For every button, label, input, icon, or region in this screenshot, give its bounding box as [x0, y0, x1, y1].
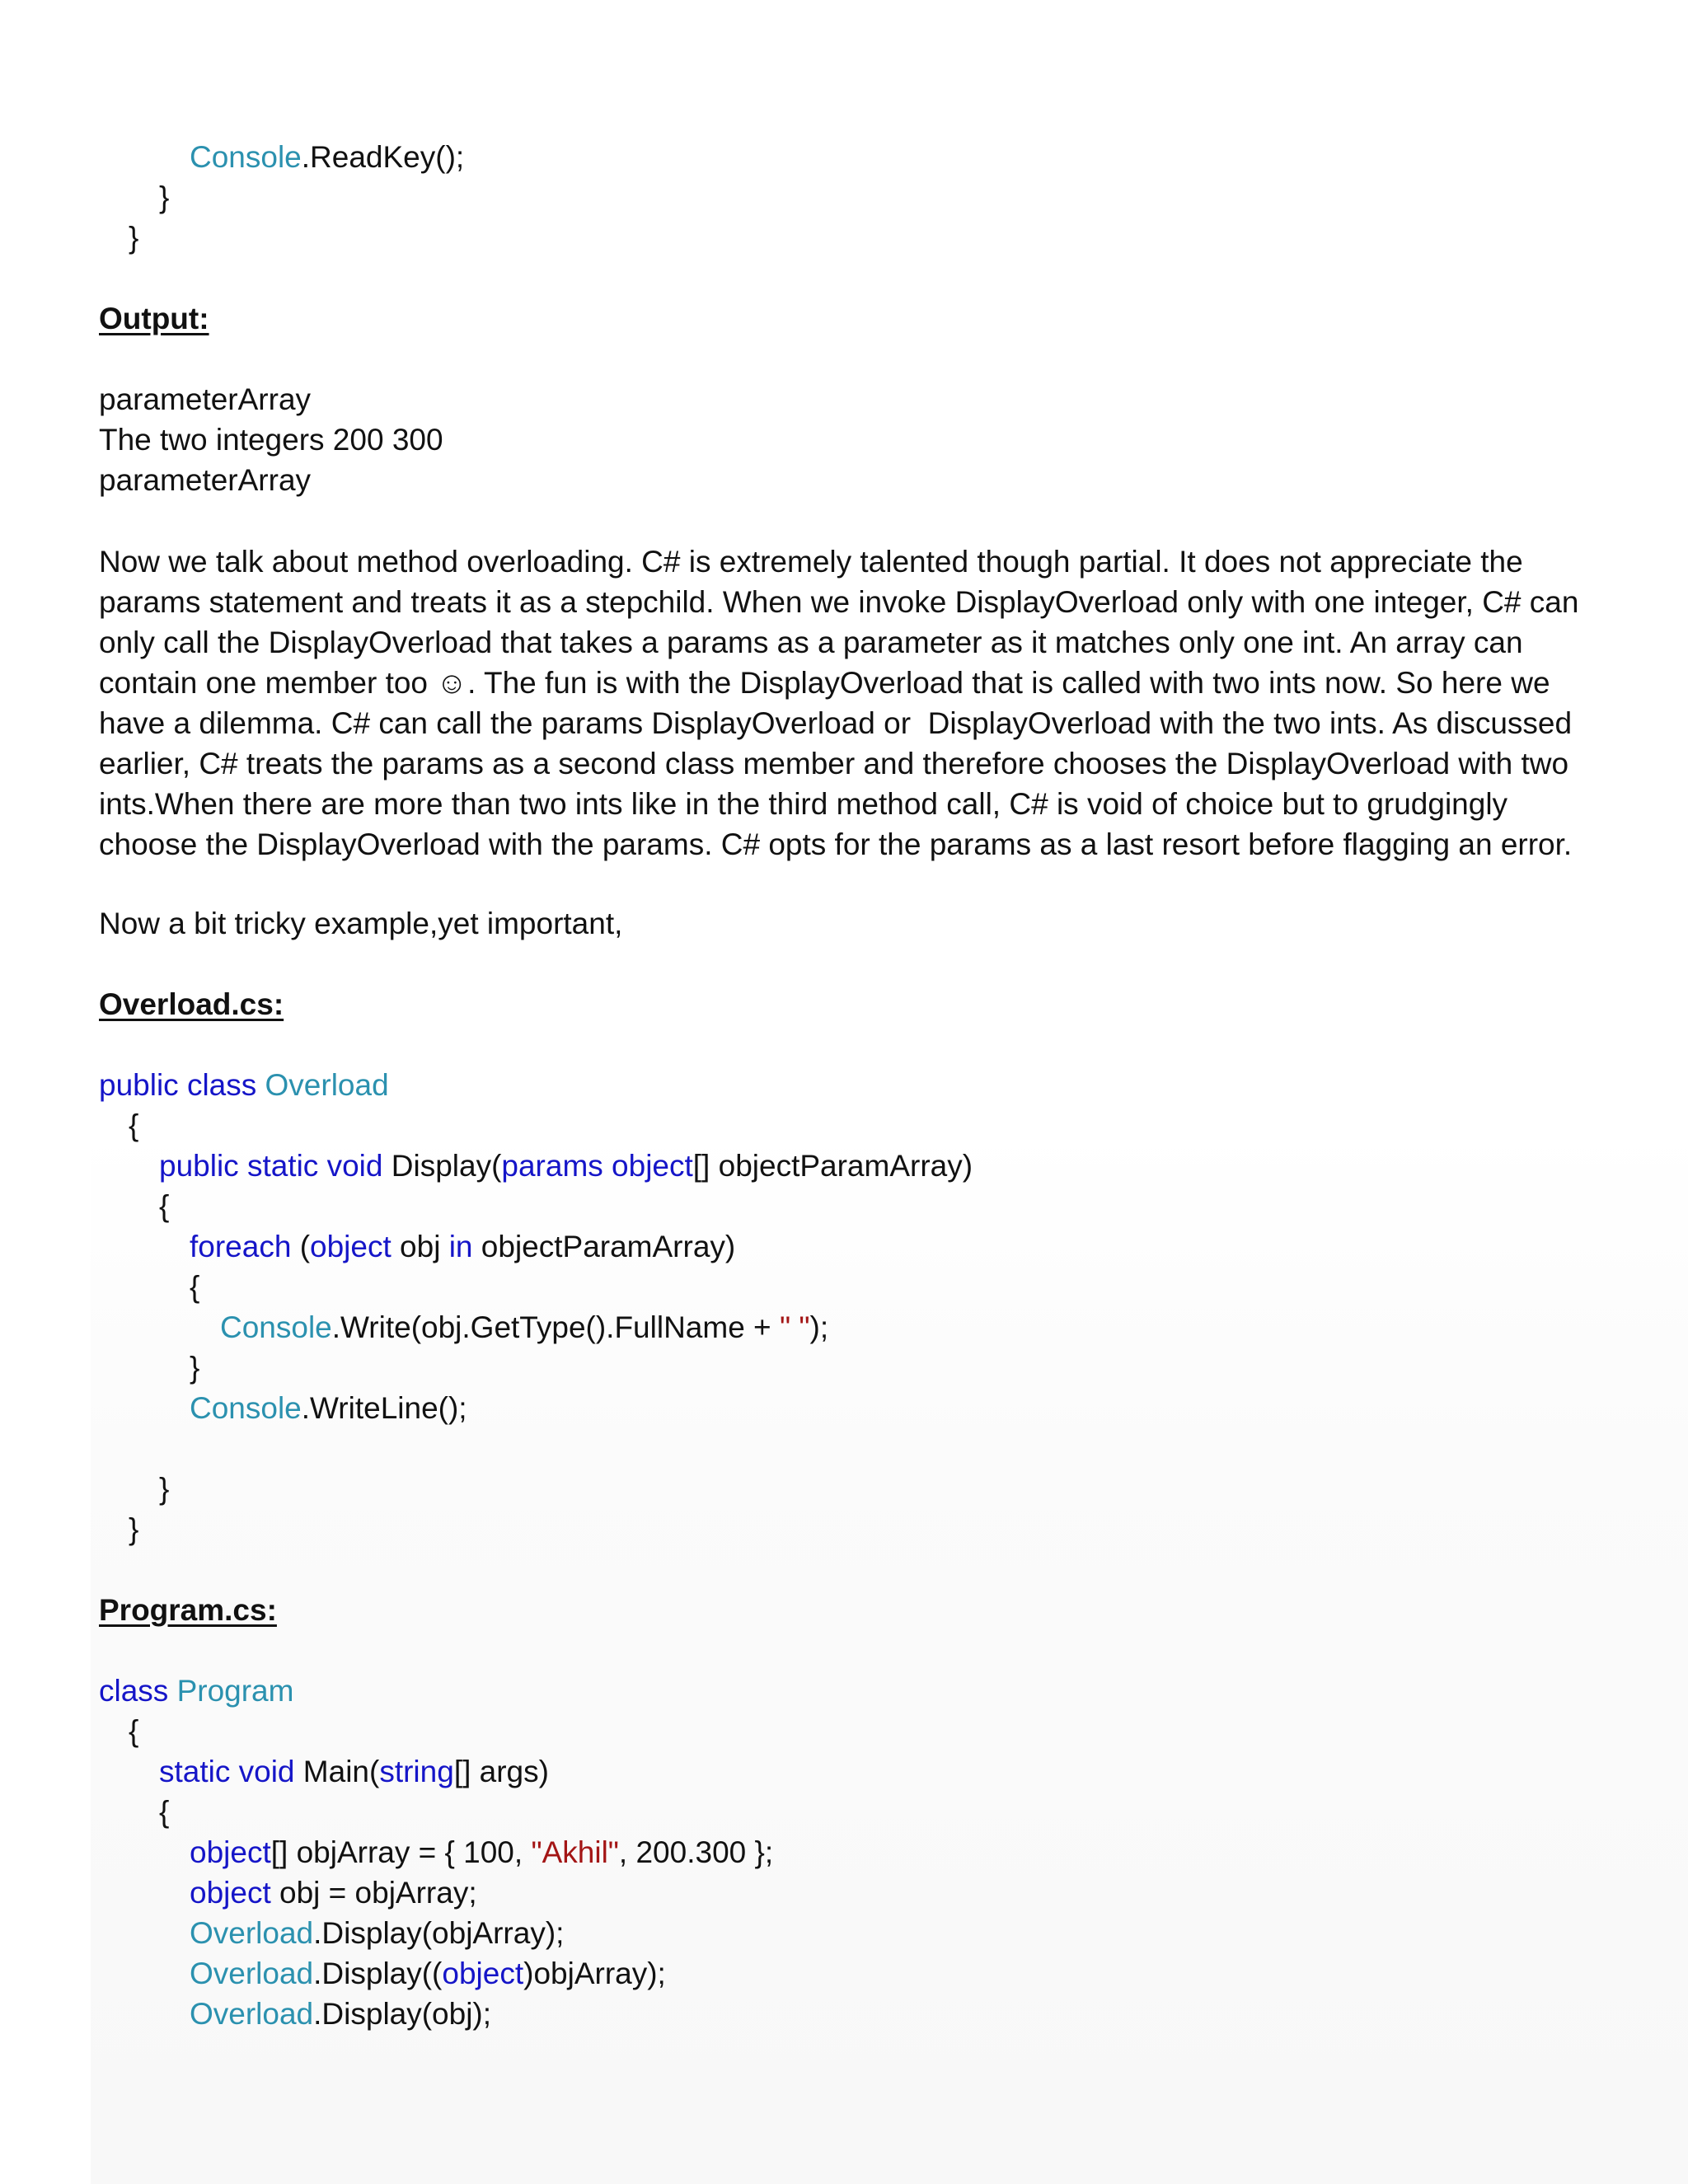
top-code-block: [99, 137, 1639, 258]
code-line: {: [159, 1795, 170, 1829]
paragraph-line: have a dilemma. C# can call the params DisplayOverload or DisplayOverload with the two ints. As discussed: [99, 706, 1573, 740]
code-line: {: [129, 1714, 139, 1748]
tricky-example-text: Now a bit tricky example,yet important,: [99, 907, 623, 940]
code-line: }: [159, 1472, 170, 1506]
code-line: Console.Write(obj.GetType().FullName + " ");: [220, 1310, 829, 1344]
overload-file-heading: Overload.cs:: [99, 987, 284, 1021]
output-line: parameterArray: [99, 382, 312, 416]
paragraph-line: Now we talk about method overloading. C# is extremely talented though partial. It does not appreciate the: [99, 545, 1523, 579]
code-line: Overload.Display(obj);: [190, 1997, 492, 2031]
code-line: }: [190, 1351, 200, 1385]
code-line: public class Overload: [99, 1068, 389, 1102]
code-line: }: [129, 221, 139, 255]
code-line: Overload.Display(objArray);: [190, 1916, 565, 1950]
explanation-paragraph: [99, 541, 1665, 865]
blank-line: [99, 1428, 1639, 1469]
code-line: {: [190, 1270, 200, 1304]
paragraph-line: earlier, C# treats the params as a second class member and therefore chooses the DisplayOverload with two: [99, 747, 1569, 780]
output-heading-block: [99, 298, 1639, 339]
program-heading-block: [99, 1590, 1639, 1630]
output-line: parameterArray: [99, 463, 312, 497]
code-line: Overload.Display((object)objArray);: [190, 1957, 666, 1990]
code-line: Console.WriteLine();: [190, 1391, 467, 1425]
tricky-example-block: [99, 903, 1639, 944]
paragraph-line: ints.When there are more than two ints like in the third method call, C# is void of choice but to grudgingly: [99, 787, 1508, 821]
code-line: foreach (object obj in objectParamArray): [190, 1230, 736, 1263]
overload-code-block: [99, 1065, 1639, 1549]
paragraph-line: choose the DisplayOverload with the params. C# opts for the params as a last resort before flagging an error.: [99, 827, 1573, 861]
code-line: object[] objArray = { 100, "Akhil", 200.300 };: [190, 1835, 774, 1869]
output-heading: Output:: [99, 302, 209, 335]
code-line: class Program: [99, 1674, 294, 1708]
output-block: [99, 379, 1639, 500]
code-line: static void Main(string[] args): [159, 1755, 549, 1788]
overload-heading-block: [99, 984, 1639, 1024]
code-line: object obj = objArray;: [190, 1876, 477, 1910]
paragraph-line: params statement and treats it as a stepchild. When we invoke DisplayOverload only with one integer, C# can: [99, 585, 1579, 619]
code-line: {: [129, 1108, 139, 1142]
code-line: {: [159, 1189, 170, 1223]
program-code-block: [99, 1671, 1639, 2034]
code-line: }: [129, 1512, 139, 1546]
paragraph-line: contain one member too ☺. The fun is with the DisplayOverload that is called with two ints now. So here we: [99, 666, 1550, 700]
program-file-heading: Program.cs:: [99, 1593, 277, 1627]
code-line: }: [159, 180, 170, 214]
paragraph-line: only call the DisplayOverload that takes a params as a parameter as it matches only one int. An array can: [99, 626, 1523, 659]
code-line: public static void Display(params object[] objectParamArray): [159, 1149, 973, 1183]
code-line: Console.ReadKey();: [190, 140, 465, 174]
output-line: The two integers 200 300: [99, 423, 443, 457]
